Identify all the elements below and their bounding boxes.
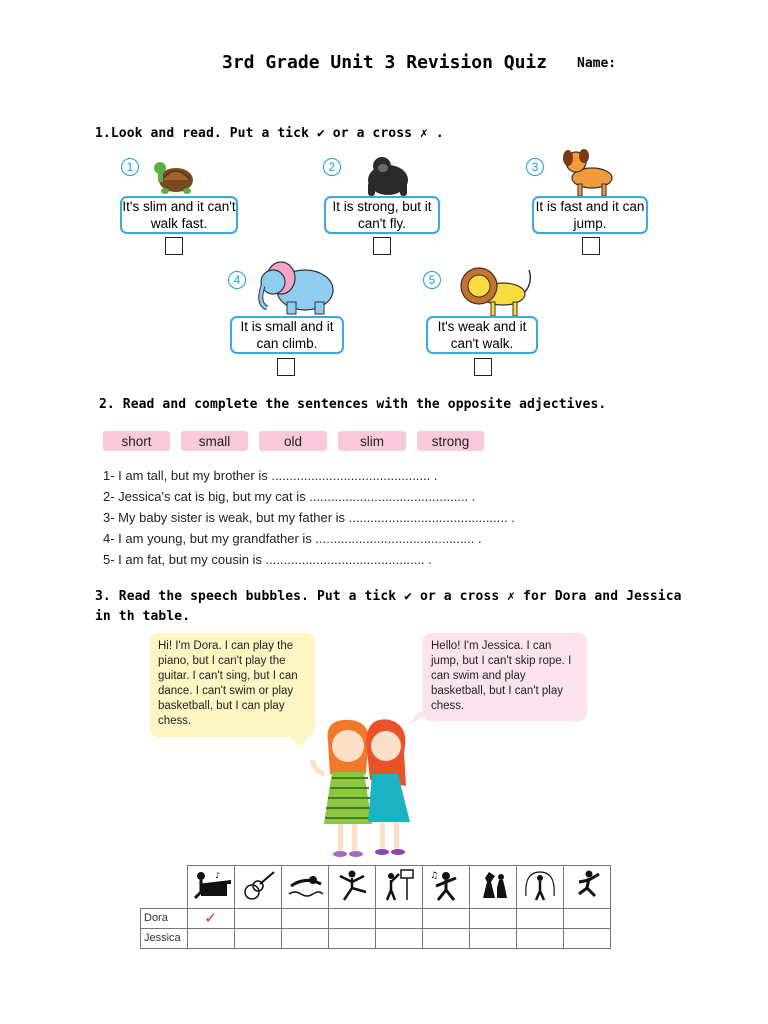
jessica-sing-cell[interactable] <box>422 928 469 948</box>
activity-table <box>140 865 611 949</box>
dora-dance-cell[interactable] <box>328 908 375 928</box>
piano-icon <box>187 866 234 909</box>
dance-icon <box>328 866 375 909</box>
sing-icon <box>422 866 469 909</box>
answer-checkbox[interactable] <box>277 358 295 376</box>
sentence: 5- I am fat, but my cousin is ............................................ . <box>103 552 432 567</box>
item-number: 3 <box>526 158 544 176</box>
word-chip: strong <box>417 431 484 451</box>
svg-text:♫: ♫ <box>429 870 438 881</box>
chess-icon <box>469 866 516 909</box>
section3-heading-line2: in th table. <box>95 609 191 624</box>
table-row <box>141 928 611 948</box>
dora-piano-cell[interactable]: ✓ <box>187 908 234 928</box>
jessica-basketball-cell[interactable] <box>375 928 422 948</box>
word-chip: slim <box>338 431 406 451</box>
jessica-dance-cell[interactable] <box>328 928 375 948</box>
item-number: 2 <box>323 158 341 176</box>
jessica-speech-bubble: Hello! I'm Jessica. I can jump, but I can't skip rope. I can swim and play basketball, but I can't play chess. <box>423 633 587 721</box>
sentence: 3- My baby sister is weak, but my father is ............................................ . <box>103 510 515 525</box>
turtle-icon <box>150 154 198 198</box>
word-chip: old <box>259 431 327 451</box>
word-chip: small <box>181 431 248 451</box>
gorilla-icon <box>362 154 414 198</box>
item-number: 4 <box>228 271 246 289</box>
bubble-tail <box>286 735 308 749</box>
jump-icon <box>563 866 610 909</box>
sentence: 1- I am tall, but my brother is ............................................ . <box>103 468 438 483</box>
dora-chess-cell[interactable] <box>469 908 516 928</box>
lion-icon <box>455 262 537 318</box>
jessica-guitar-cell[interactable] <box>234 928 281 948</box>
jessica-swim-cell[interactable] <box>281 928 328 948</box>
statement-bubble: It's weak and it can't walk. <box>426 316 538 354</box>
swim-icon <box>281 866 328 909</box>
answer-checkbox[interactable] <box>474 358 492 376</box>
item-number: 5 <box>423 271 441 289</box>
dora-skip-rope-cell[interactable] <box>516 908 563 928</box>
section3-heading: 3. Read the speech bubbles. Put a tick ✔ or a cross ✗ for Dora and Jessica <box>95 589 682 604</box>
dora-basketball-cell[interactable] <box>375 908 422 928</box>
jessica-chess-cell[interactable] <box>469 928 516 948</box>
dora-sing-cell[interactable] <box>422 908 469 928</box>
item-number: 1 <box>121 158 139 176</box>
skip-rope-icon <box>516 866 563 909</box>
dora-guitar-cell[interactable] <box>234 908 281 928</box>
sentence: 4- I am young, but my grandfather is ............................................ . <box>103 531 482 546</box>
answer-checkbox[interactable] <box>165 237 183 255</box>
elephant-icon <box>253 256 339 318</box>
dora-jump-cell[interactable] <box>563 908 610 928</box>
dog-icon <box>558 148 620 198</box>
guitar-icon <box>234 866 281 909</box>
table-row <box>141 908 611 928</box>
svg-text:♪: ♪ <box>214 870 220 880</box>
girls-illustration <box>310 712 420 862</box>
jessica-skip-rope-cell[interactable] <box>516 928 563 948</box>
jessica-jump-cell[interactable] <box>563 928 610 948</box>
statement-bubble: It is strong, but it can't fly. <box>324 196 440 234</box>
dora-speech-bubble: Hi! I'm Dora. I can play the piano, but I can't play the guitar. I can't sing, but I can dance. I can't swim or play basketball, but I can play chess. <box>150 633 315 737</box>
table-header-row <box>141 866 611 909</box>
page-title: 3rd Grade Unit 3 Revision Quiz <box>222 52 548 73</box>
answer-checkbox[interactable] <box>373 237 391 255</box>
word-chip: short <box>103 431 170 451</box>
empty-corner <box>141 866 188 909</box>
basketball-icon <box>375 866 422 909</box>
name-label: Name: <box>577 56 617 71</box>
statement-bubble: It is small and it can climb. <box>230 316 344 354</box>
section2-heading: 2. Read and complete the sentences with the opposite adjectives. <box>99 397 607 412</box>
sentence: 2- Jessica's cat is big, but my cat is ............................................ . <box>103 489 476 504</box>
jessica-piano-cell[interactable] <box>187 928 234 948</box>
section1-heading: 1.Look and read. Put a tick ✔ or a cross ✗ . <box>95 126 444 141</box>
dora-swim-cell[interactable] <box>281 908 328 928</box>
row-label-dora: Dora <box>141 908 188 928</box>
answer-checkbox[interactable] <box>582 237 600 255</box>
statement-bubble: It is fast and it can jump. <box>532 196 648 234</box>
statement-bubble: It's slim and it can't walk fast. <box>120 196 238 234</box>
row-label-jessica: Jessica <box>141 928 188 948</box>
